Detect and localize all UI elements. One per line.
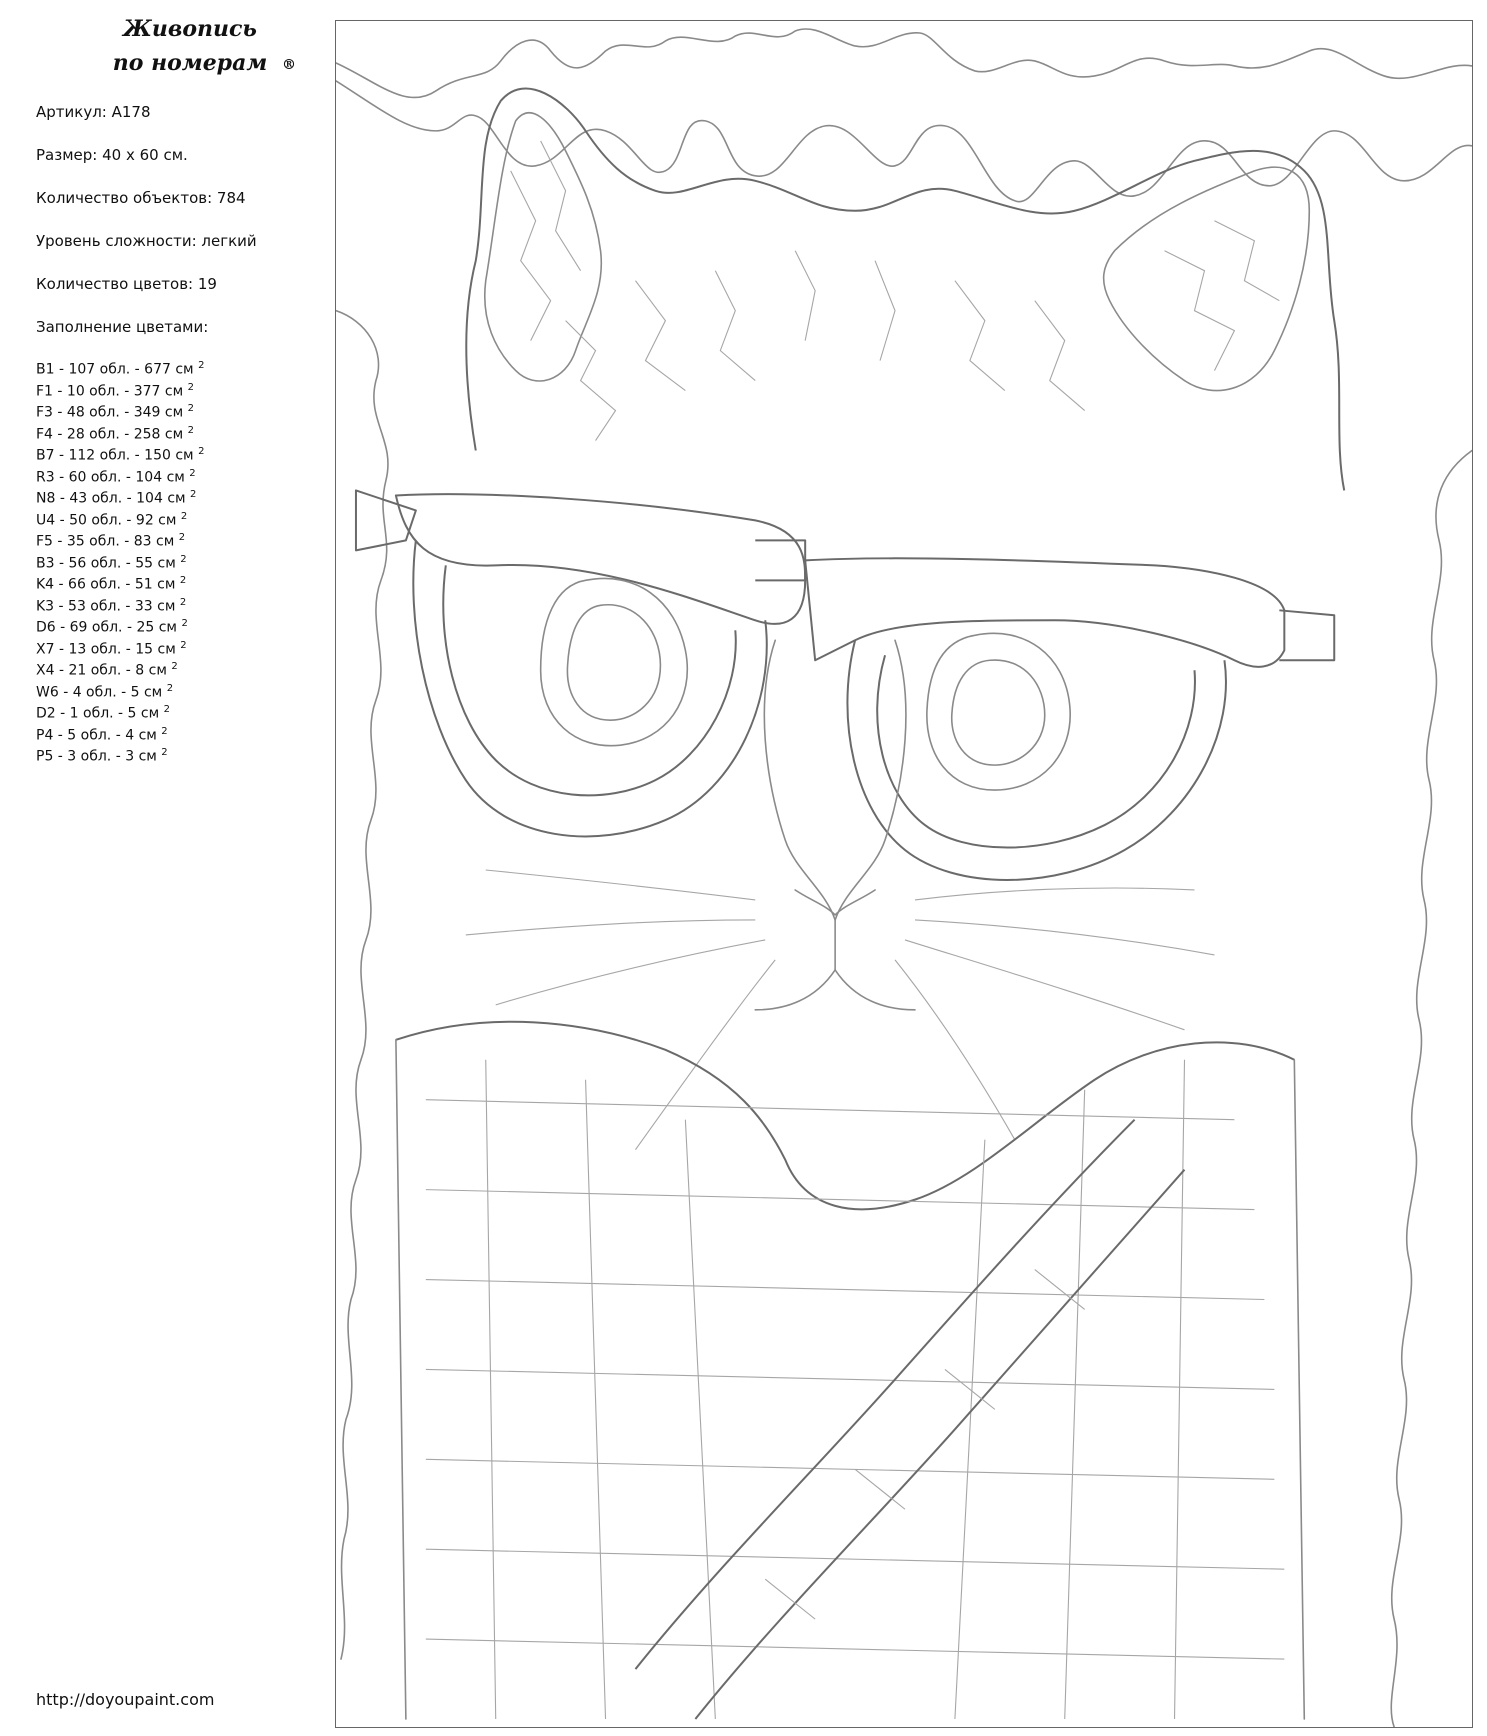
color-fill-label: N8 - 43 обл. - 104 см — [36, 490, 186, 507]
color-fill-item — [36, 355, 336, 377]
fill-title: Заполнение цветами: — [36, 318, 209, 336]
color-fill-label: F1 - 10 обл. - 377 см — [36, 383, 184, 400]
difficulty-level: Уровень сложности: легкий — [36, 232, 257, 250]
unit-power: 2 — [180, 553, 187, 565]
color-fill-label: F5 - 35 обл. - 83 см — [36, 533, 175, 550]
color-fill-item — [36, 635, 336, 657]
color-fill-item — [36, 398, 336, 420]
unit-power: 2 — [187, 403, 194, 414]
product-info — [36, 98, 336, 356]
color-fill-label: B1 - 107 обл. - 677 см — [36, 361, 194, 378]
color-fill-item — [36, 420, 336, 442]
unit-power: 2 — [198, 360, 205, 371]
unit-power: 2 — [187, 424, 194, 436]
colors-count: Количество цветов: 19 — [36, 275, 217, 293]
unit-power: 2 — [171, 661, 178, 672]
color-fill-item — [36, 721, 336, 743]
article-number: Артикул: А178 — [36, 103, 151, 121]
color-fill-item — [36, 592, 336, 614]
brand-line-2: по номерам — [112, 50, 268, 76]
color-fill-label: B3 - 56 обл. - 55 см — [36, 555, 176, 572]
color-fill-item — [36, 613, 336, 635]
color-fill-label: F3 - 48 обл. - 349 см — [36, 404, 184, 421]
unit-power: 2 — [181, 618, 188, 629]
color-fill-item — [36, 656, 336, 678]
brand-line-1: Живопись — [123, 16, 257, 42]
color-fill-list — [36, 355, 336, 764]
objects-count: Количество объектов: 784 — [36, 189, 246, 207]
color-fill-label: P5 - 3 обл. - 3 см — [36, 748, 157, 765]
unit-power: 2 — [163, 704, 170, 715]
unit-power: 2 — [166, 682, 174, 694]
color-fill-label: D6 - 69 обл. - 25 см — [36, 619, 177, 636]
cat-outline-artwork — [336, 21, 1472, 1727]
unit-power: 2 — [180, 510, 188, 522]
color-fill-label: K4 - 66 обл. - 51 см — [36, 576, 176, 593]
color-fill-item — [36, 377, 336, 399]
color-fill-label: U4 - 50 обл. - 92 см — [36, 512, 177, 529]
site-url[interactable]: http://doyoupaint.com — [36, 1690, 215, 1709]
unit-power: 2 — [189, 467, 196, 479]
unit-power: 2 — [179, 575, 187, 586]
color-fill-label: W6 - 4 обл. - 5 см — [36, 684, 163, 701]
color-fill-item — [36, 484, 336, 506]
color-fill-item — [36, 506, 336, 528]
unit-power: 2 — [178, 532, 186, 543]
artwork-frame — [335, 20, 1473, 1728]
color-fill-item — [36, 570, 336, 592]
color-fill-label: B7 - 112 обл. - 150 см — [36, 447, 194, 464]
unit-power: 2 — [190, 489, 197, 500]
color-fill-item — [36, 527, 336, 549]
color-fill-item — [36, 678, 336, 700]
color-fill-label: D2 - 1 обл. - 5 см — [36, 705, 160, 722]
color-fill-item — [36, 699, 336, 721]
color-fill-label: X4 - 21 обл. - 8 см — [36, 662, 167, 679]
unit-power: 2 — [161, 725, 168, 737]
unit-power: 2 — [161, 747, 168, 758]
unit-power: 2 — [179, 596, 187, 608]
brand-logo — [90, 12, 296, 80]
unit-power: 2 — [198, 446, 205, 457]
color-fill-item — [36, 742, 336, 764]
color-fill-item — [36, 549, 336, 571]
canvas-size: Размер: 40 х 60 см. — [36, 146, 188, 164]
registered-mark: ® — [282, 57, 296, 73]
color-fill-label: P4 - 5 обл. - 4 см — [36, 727, 157, 744]
color-fill-item — [36, 441, 336, 463]
color-fill-item — [36, 463, 336, 485]
color-fill-label: K3 - 53 обл. - 33 см — [36, 598, 176, 615]
color-fill-label: R3 - 60 обл. - 104 см — [36, 469, 185, 486]
unit-power: 2 — [187, 381, 194, 393]
color-fill-label: F4 - 28 обл. - 258 см — [36, 426, 184, 443]
unit-power: 2 — [180, 639, 187, 651]
color-fill-label: X7 - 13 обл. - 15 см — [36, 641, 176, 658]
